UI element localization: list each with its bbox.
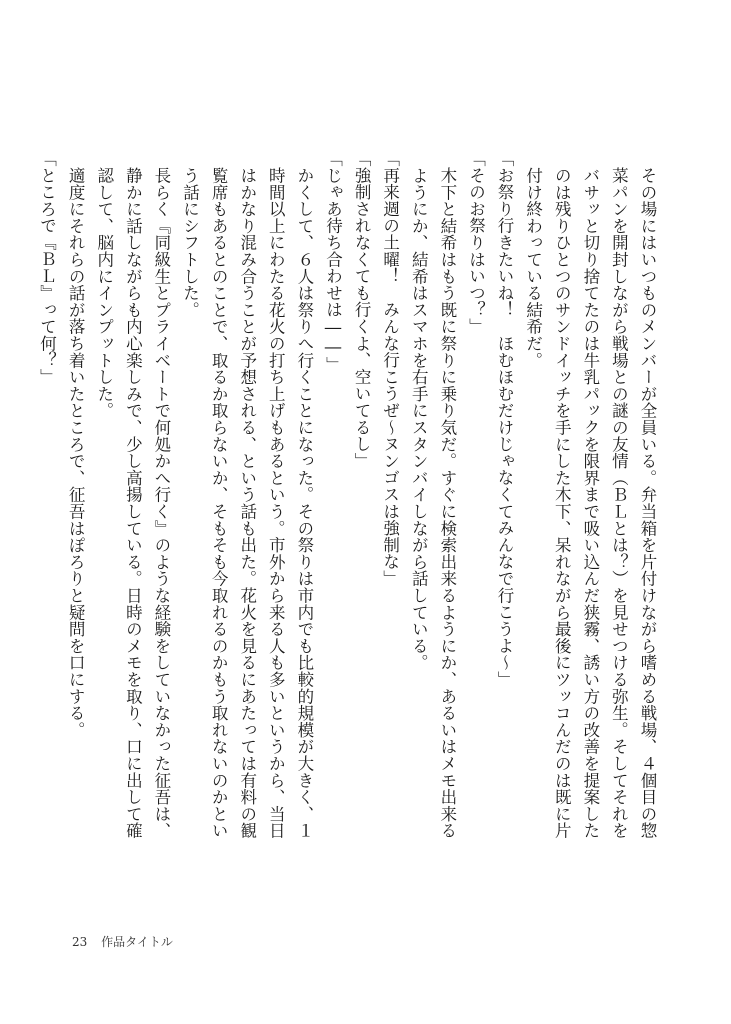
paragraph-9: 長らく『同級生とプライベートで何処かへ行く』のような経験をしていなかった征吾は、静かに話しながらも内心楽しみで、少し高揚している。日時のメモを取り、口に出して確認して、脳内にインプットした。 bbox=[94, 166, 171, 839]
paragraph-3: 「そのお祭りはいつ？」 bbox=[466, 150, 486, 335]
paragraph-10: 適度にそれらの話が落ち着いたところで、征吾はぽろりと疑問を口にする。 bbox=[66, 166, 86, 738]
paragraph-6: 「強制されなくても行くよ、空いてるし」 bbox=[352, 150, 372, 470]
paragraph-5: 「再来週の土曜！ みんな行こうぜ〜ヌンゴスは強制な」 bbox=[380, 150, 400, 587]
work-title: 作品タイトル bbox=[101, 935, 173, 949]
paragraph-4: 木下と結希はもう既に祭りに乗り気だ。すぐに検索出来るようにか、あるいはメモ出来るようにか、結希はスマホを右手にスタンバイしながら話している。 bbox=[409, 166, 457, 839]
vertical-text-body bbox=[37, 150, 661, 850]
paragraph-8: かくして、６人は祭りへ行くことになった。その祭りは市内でも比較的規模が大きく、１時間以上にわたる花火の打ち上げもあるという。市外から来る人も多いというから、当日はかなり混み合うことが予想される、という話も出た。花火を見るにあたっては有料の観覧席もあるとのことで、取るか取らないか、そもそも今取れるのかもう取れないのかという話にシフトした。 bbox=[180, 166, 314, 839]
paragraph-2: 「お祭り行きたいね！ ほむほむだけじゃなくてみんなで行こうよ〜」 bbox=[495, 150, 515, 688]
paragraph-1: その場にはいつものメンバーが全員いる。弁当箱を片付けながら嗜める戦場、４個目の惣菜パンを開封しながら戦場との謎の友情（ＢＬとは？）を見せつける弥生。そしてそれをバサッと切り捨てたのは牛乳パックを限界まで吸い込んだ狭霧、誘い方の改善を提案したのは残りひとつのサンドイッチを手にした木下、呆れながら最後にツッコんだのは既に片付け終わっている結希だ。 bbox=[523, 166, 657, 839]
page-footer bbox=[72, 933, 183, 950]
paragraph-7: 「じゃあ待ち合わせは――」 bbox=[323, 150, 343, 374]
page-number: 23 bbox=[72, 935, 88, 949]
paragraph-11: 「ところで『ＢＬ』って何？」 bbox=[37, 150, 57, 386]
